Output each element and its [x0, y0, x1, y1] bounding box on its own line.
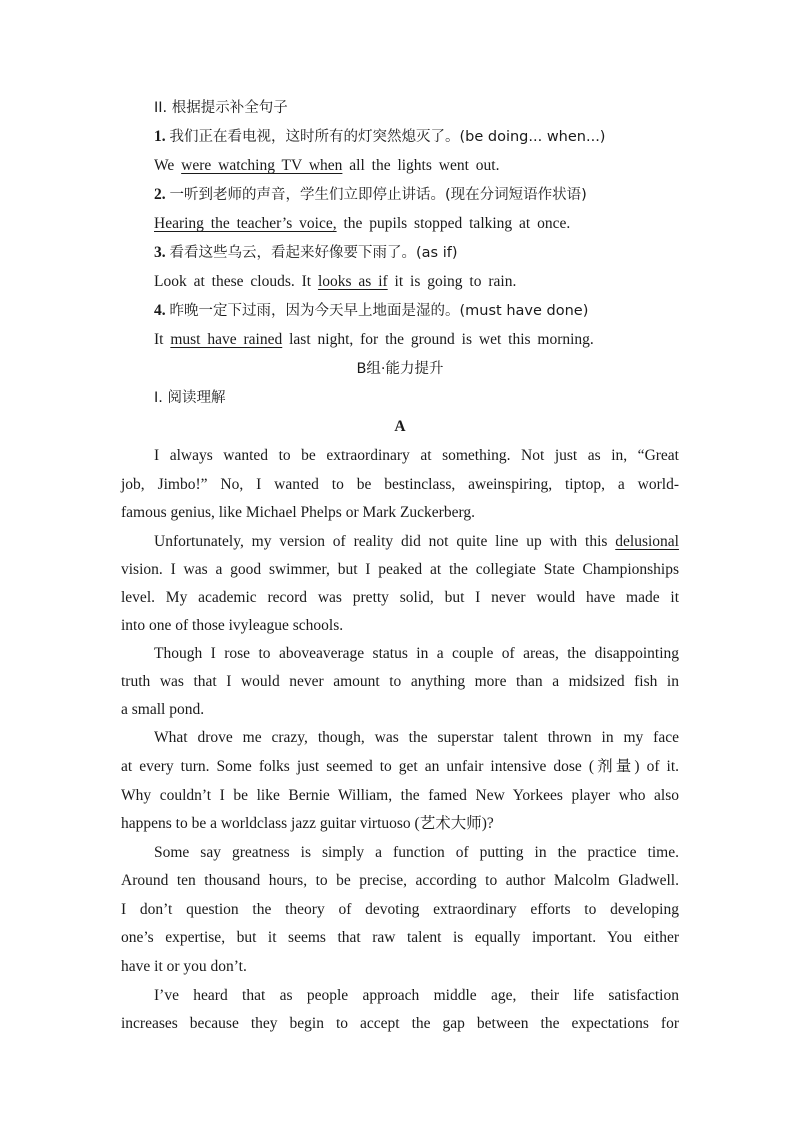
exercise-prompt — [154, 184, 680, 206]
prompt-text: 我们正在看电视，这时所有的灯突然熄灭了。(be doing... when...) — [169, 129, 606, 145]
passage-line: have it or you don’t. — [121, 958, 247, 975]
section-heading: I. 阅读理解 — [154, 390, 226, 406]
answer-text: the pupils stopped talking at once. — [336, 215, 571, 232]
answer-text: all the lights went out. — [342, 157, 500, 174]
item-number: 3. — [154, 244, 166, 261]
passage-line: job, Jimbo!” No, I wanted to be bestinclass, aweinspiring, tiptop, a world- — [121, 476, 679, 493]
group-title: B组·能力提升 — [356, 361, 444, 377]
passage-line: Some say greatness is simply a function of putting in the practice time. — [154, 844, 679, 861]
passage-line: I always wanted to be extraordinary at something. Not just as in, “Great — [154, 447, 679, 464]
answer-text: It — [154, 331, 171, 348]
answer-blank: were watching TV when — [181, 157, 343, 174]
passage-line: level. My academic record was pretty solid, but I never would have made it — [121, 589, 679, 606]
passage-line: into one of those ivyleague schools. — [121, 617, 344, 634]
section-heading: II. 根据提示补全句子 — [154, 100, 288, 116]
exercise-answer — [154, 271, 680, 293]
passage-line: Around ten thousand hours, to be precise, according to author Malcolm Gladwell. — [121, 872, 679, 889]
exercise-prompt — [154, 126, 680, 148]
answer-text: last night, for the ground is wet this morning. — [282, 331, 594, 348]
answer-blank: must have rained — [170, 331, 283, 348]
exercise-prompt — [154, 242, 680, 264]
item-number: 4. — [154, 302, 166, 319]
answer-blank: Hearing the teacher’s voice, — [154, 215, 337, 232]
passage-line: increases because they begin to accept the gap between the expectations for — [121, 1015, 679, 1032]
answer-text: We — [154, 157, 182, 174]
passage-line: I’ve heard that as people approach middle age, their life satisfaction — [154, 987, 679, 1004]
passage-line: I don’t question the theory of devoting extraordinary efforts to developing — [121, 901, 679, 918]
prompt-text: 一听到老师的声音，学生们立即停止讲话。(现在分词短语作状语) — [169, 187, 587, 203]
passage-line: one’s expertise, but it seems that raw talent is equally important. You either — [121, 929, 679, 946]
passage-line: truth was that I would never amount to anything more than a midsized fish in — [121, 673, 679, 690]
prompt-text: 看看这些乌云，看起来好像要下雨了。(as if) — [169, 245, 458, 261]
passage-line: famous genius, like Michael Phelps or Mark Zuckerberg. — [121, 504, 475, 521]
passage-line: happens to be a worldclass jazz guitar virtuoso (艺术大师)? — [121, 815, 494, 832]
passage-line: at every turn. Some folks just seemed to get an unfair intensive dose (剂量) of it. — [121, 758, 679, 775]
exercise-answer — [154, 155, 680, 177]
answer-blank: looks as if — [317, 273, 388, 290]
passage-label: A — [394, 418, 406, 435]
exercise-answer — [154, 213, 680, 235]
item-number: 2. — [154, 186, 166, 203]
passage-line: a small pond. — [121, 701, 205, 718]
answer-text: it is going to rain. — [387, 273, 517, 290]
item-number: 1. — [154, 128, 166, 145]
underlined-word: delusional — [615, 533, 679, 550]
passage-line: Why couldn’t I be like Bernie William, the famed New Yorkees player who also — [121, 787, 679, 804]
prompt-text: 昨晚一定下过雨，因为今天早上地面是湿的。(must have done) — [169, 303, 589, 319]
passage-line — [154, 531, 679, 553]
passage-line: vision. I was a good swimmer, but I peaked at the collegiate State Championships — [121, 561, 679, 578]
passage-text: Unfortunately, my version of reality did not quite line up with this — [154, 533, 616, 550]
exercise-prompt — [154, 300, 680, 322]
exercise-answer — [154, 329, 680, 351]
answer-text: Look at these clouds. It — [154, 273, 318, 290]
passage-line: Though I rose to aboveaverage status in a couple of areas, the disappointing — [154, 645, 679, 662]
passage-line: What drove me crazy, though, was the superstar talent thrown in my face — [154, 729, 679, 746]
